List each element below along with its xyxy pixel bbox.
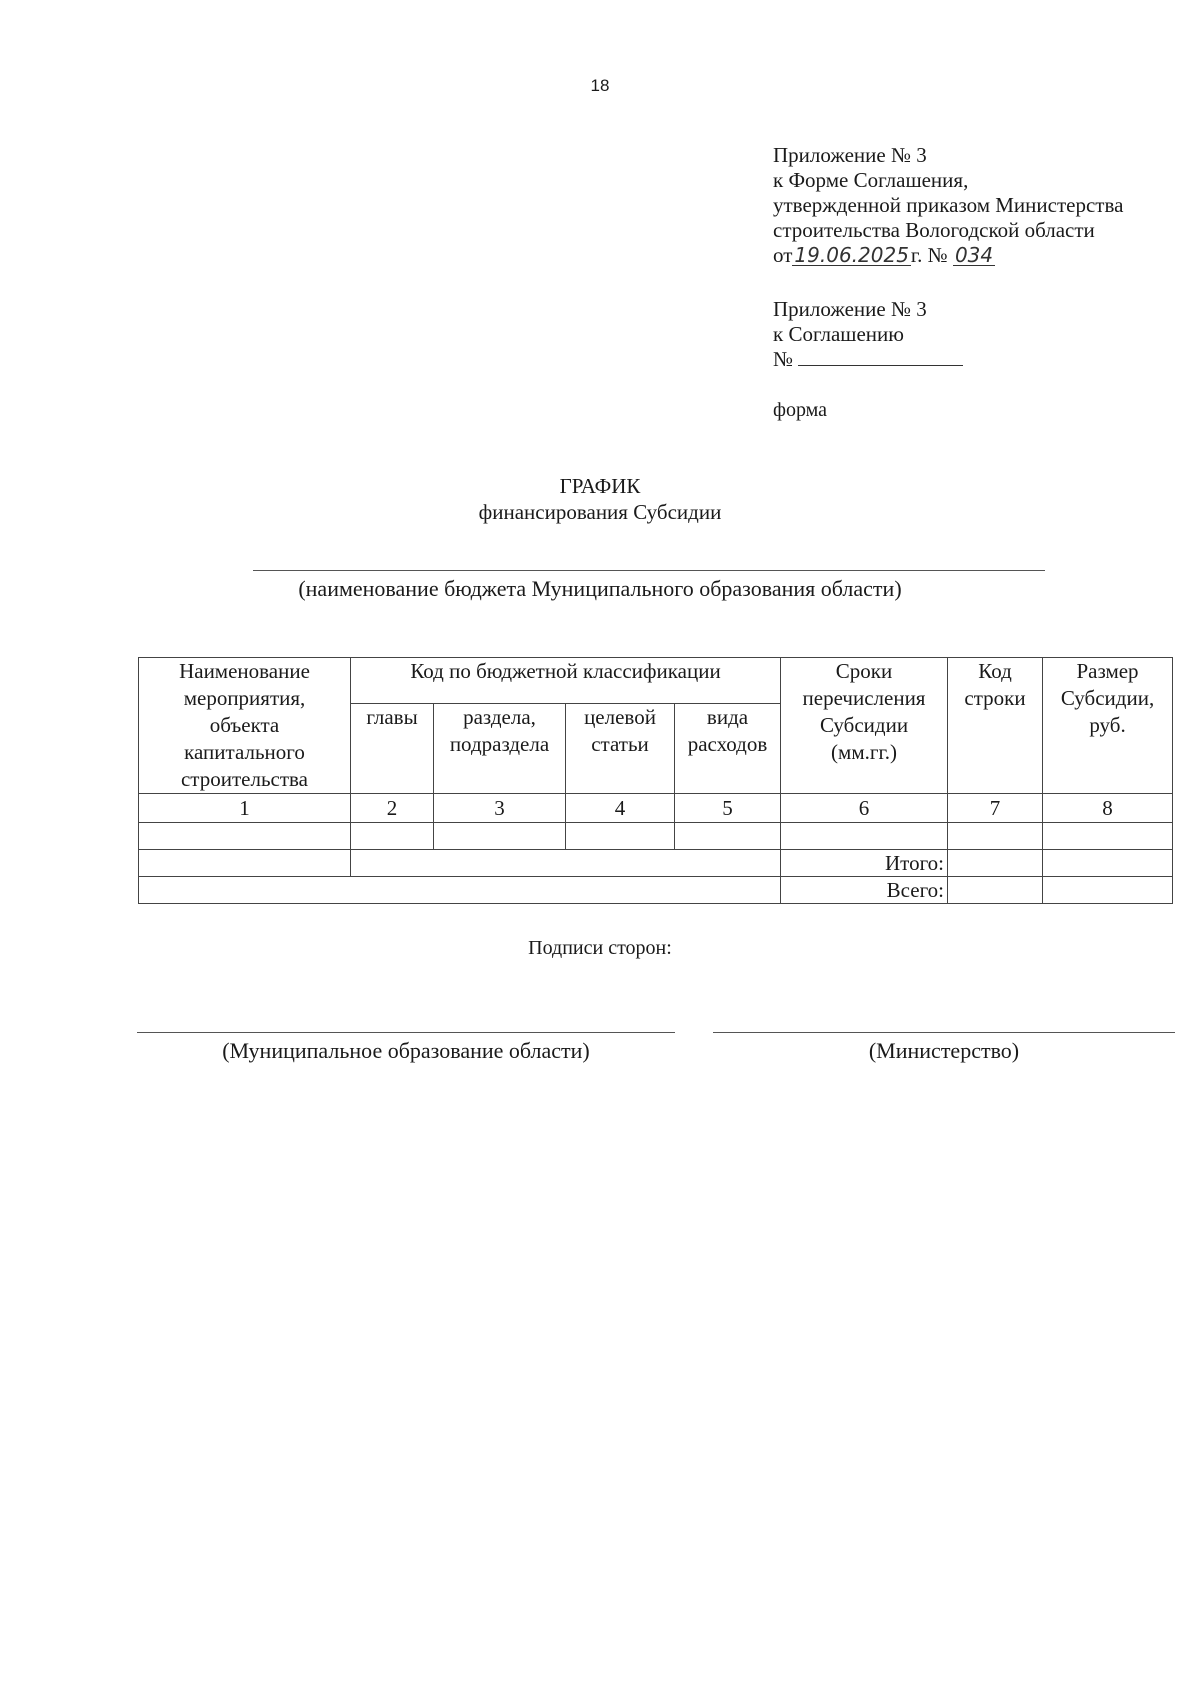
- annex-line-1: Приложение № 3: [773, 297, 927, 321]
- page-number: 18: [590, 76, 610, 95]
- column-number: 1: [139, 794, 351, 823]
- approval-line-3: утвержденной приказом Министерства: [773, 193, 1124, 217]
- annex-number-label: №: [773, 347, 794, 371]
- annex-block: [773, 297, 1193, 372]
- ministry-signature-line: [713, 1032, 1175, 1033]
- annex-number-line: [773, 347, 1193, 372]
- form-label: форма: [773, 399, 828, 421]
- approval-block: [773, 143, 1193, 268]
- header-name: Наименование мероприятия, объекта капитального строительства: [139, 658, 351, 794]
- header-transfer-terms: Сроки перечисления Субсидии (мм.гг.): [781, 658, 948, 794]
- approval-line-4: строительства Вологодской области: [773, 218, 1095, 242]
- column-number: 4: [566, 794, 675, 823]
- table-cell: [351, 823, 434, 850]
- table-cell: [781, 823, 948, 850]
- table-cell: [948, 823, 1043, 850]
- municipality-signature-line: [137, 1032, 675, 1033]
- total-label: Всего:: [781, 877, 948, 904]
- date-prefix: от: [773, 243, 793, 267]
- header-row-code: Код строки: [948, 658, 1043, 794]
- budget-name-blank: [253, 570, 1045, 571]
- table-cell: [948, 850, 1043, 877]
- header-expense-type: вида расходов: [675, 703, 781, 793]
- table-cell: [675, 823, 781, 850]
- financing-schedule-table: [138, 657, 1173, 904]
- header-article: целевой статьи: [566, 703, 675, 793]
- approval-line-2: к Форме Соглашения,: [773, 168, 969, 192]
- table-cell: [1043, 823, 1173, 850]
- table-row: [139, 823, 1173, 850]
- column-number: 3: [434, 794, 566, 823]
- handwritten-order-number: 034: [954, 243, 994, 267]
- document-title: [0, 473, 1200, 525]
- approval-date-line: [773, 243, 1193, 268]
- ministry-signature-caption: (Министерство): [868, 1038, 1020, 1063]
- approval-line-1: Приложение № 3: [773, 143, 927, 167]
- handwritten-date: 19.06.2025: [794, 243, 909, 267]
- header-row-1: [139, 658, 1173, 704]
- header-budget-code-group: Код по бюджетной классификации: [351, 658, 781, 704]
- total-row: [139, 877, 1173, 904]
- column-number: 5: [675, 794, 781, 823]
- column-numbers-row: [139, 794, 1173, 823]
- subtotal-label: Итого:: [781, 850, 948, 877]
- header-chapter: главы: [351, 703, 434, 793]
- table-cell: [139, 823, 351, 850]
- table-cell: [139, 850, 351, 877]
- header-subsidy-amount: Размер Субсидии, руб.: [1043, 658, 1173, 794]
- annex-line-2: к Соглашению: [773, 322, 904, 346]
- table-cell: [434, 823, 566, 850]
- date-suffix: г. №: [910, 243, 948, 267]
- column-number: 7: [948, 794, 1043, 823]
- signatures-label: Подписи сторон:: [528, 937, 672, 959]
- table-cell: [1043, 877, 1173, 904]
- column-number: 6: [781, 794, 948, 823]
- table-cell: [351, 850, 781, 877]
- header-section: раздела, подраздела: [434, 703, 566, 793]
- agreement-number-blank: [798, 347, 963, 366]
- table-cell: [566, 823, 675, 850]
- title-main: ГРАФИК: [559, 474, 641, 498]
- table-cell: [1043, 850, 1173, 877]
- column-number: 2: [351, 794, 434, 823]
- column-number: 8: [1043, 794, 1173, 823]
- table-cell: [139, 877, 781, 904]
- title-sub: финансирования Субсидии: [478, 500, 722, 524]
- table-cell: [948, 877, 1043, 904]
- municipality-signature-caption: (Муниципальное образование области): [222, 1038, 590, 1063]
- subtotal-row: [139, 850, 1173, 877]
- budget-caption: (наименование бюджета Муниципального образования области): [298, 576, 902, 601]
